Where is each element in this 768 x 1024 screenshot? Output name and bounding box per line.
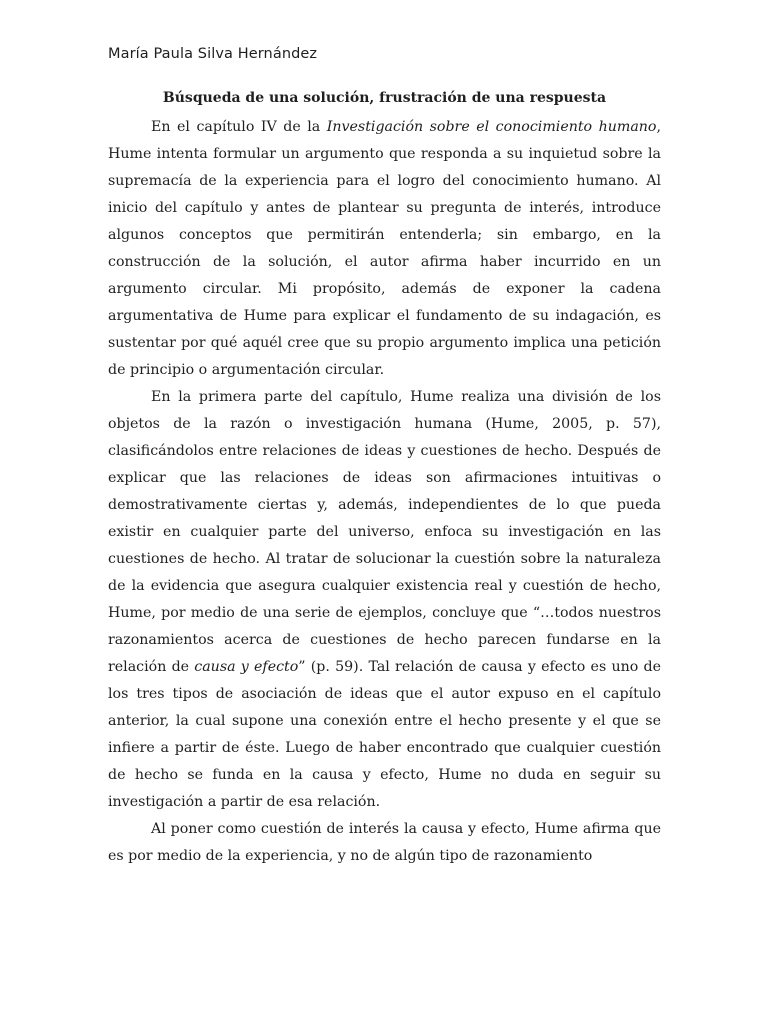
paragraph-3-text: Al poner como cuestión de interés la causa y efecto, Hume afirma que es por medio de la experiencia, y no de algún tipo de razonamiento [108, 821, 661, 864]
paragraph-1-text-a: En el capítulo IV de la [151, 119, 327, 135]
paragraph-2 [108, 384, 661, 816]
paragraph-3 [108, 816, 661, 870]
paragraph-2-emphasis: causa y efecto [194, 659, 299, 675]
paragraph-1-book-title: Investigación sobre el conocimiento humano [326, 119, 657, 135]
author-header: María Paula Silva Hernández [108, 46, 318, 62]
document-page [108, 44, 661, 870]
paragraph-2-text-b: ” (p. 59). Tal relación de causa y efecto es uno de los tres tipos de asociación de ideas que el autor expuso en el capítulo anterior, la cual supone una conexión entre el hecho presente y el que se infiere a partir de éste. Luego de haber encontrado que cualquier cuestión de hecho se funda en la causa y efecto, Hume no duda en seguir su investigación a partir de esa relación. [108, 659, 661, 810]
paragraph-1 [108, 114, 661, 384]
document-title: Búsqueda de una solución, frustración de una respuesta [162, 90, 607, 106]
paragraph-2-text-a: En la primera parte del capítulo, Hume realiza una división de los objetos de la razón o investigación humana (Hume, 2005, p. 57), clasificándolos entre relaciones de ideas y cuestiones de hecho. Después de explicar que las relaciones de ideas son afirmaciones intuitivas o demostrativamente ciertas y, además, independientes de lo que pueda existir en cualquier parte del universo, enfoca su investigación en las cuestiones de hecho. Al tratar de solucionar la cuestión sobre la naturaleza de la evidencia que asegura cualquier existencia real y cuestión de hecho, Hume, por medio de una serie de ejemplos, concluye que “…todos nuestros razonamientos acerca de cuestiones de hecho parecen fundarse en la relación de [108, 389, 661, 675]
paragraph-1-text-b: , Hume intenta formular un argumento que responda a su inquietud sobre la supremacía de la experiencia para el logro del conocimiento humano. Al inicio del capítulo y antes de plantear su pregunta de interés, introduce algunos conceptos que permitirán entenderla; sin embargo, en la construcción de la solución, el autor afirma haber incurrido en un argumento circular. Mi propósito, además de exponer la cadena argumentativa de Hume para explicar el fundamento de su indagación, es sustentar por qué aquél cree que su propio argumento implica una petición de principio o argumentación circular. [108, 119, 661, 378]
